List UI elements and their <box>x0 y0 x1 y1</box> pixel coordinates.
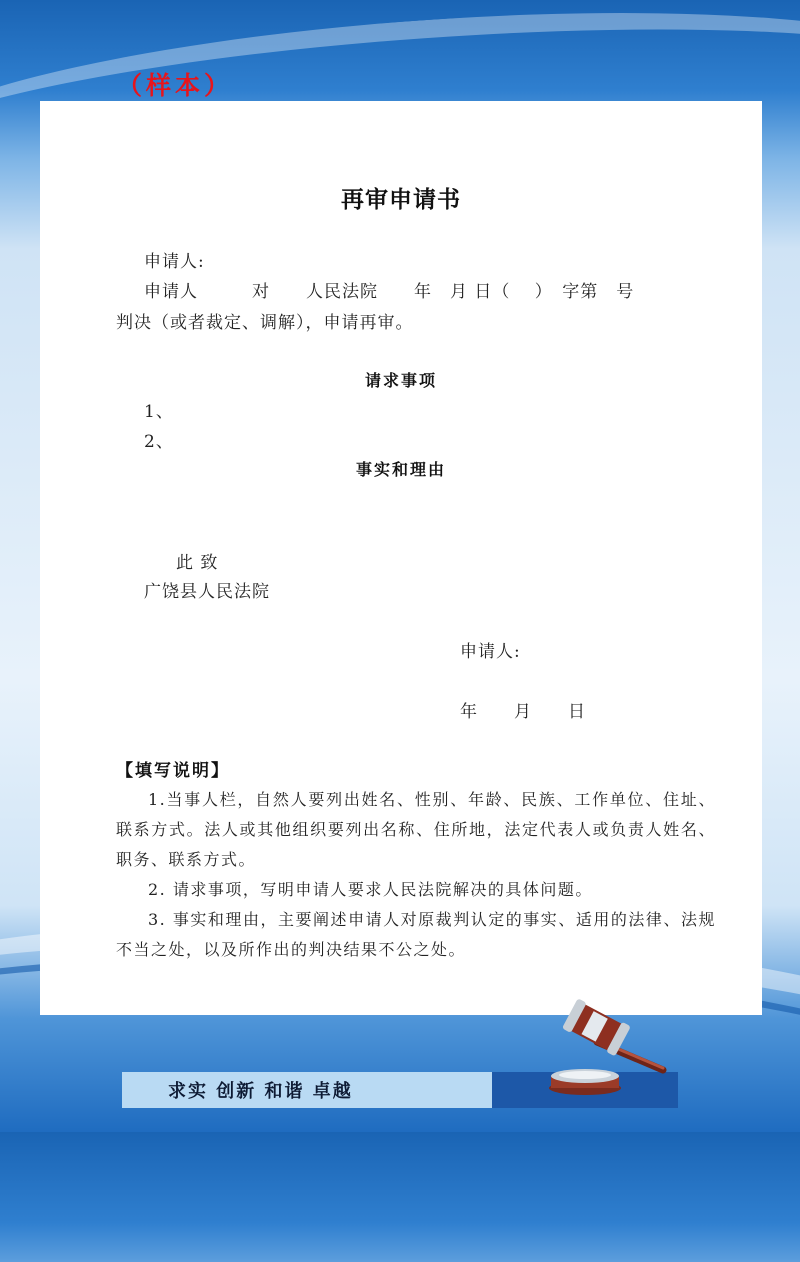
facts-heading: 事实和理由 <box>355 460 446 479</box>
case-reference-line: 申请人 对 人民法院 年 月 日（ ） 字第 号 <box>144 282 635 302</box>
gavel-icon <box>545 998 675 1102</box>
document-title: 再审申请书 <box>341 186 461 213</box>
notes-title: 【填写说明】 <box>116 761 230 781</box>
case-reference-line-2: 判决（或者裁定、调解），申请再审。 <box>116 313 414 333</box>
applicant-label: 申请人: <box>144 252 205 272</box>
signature-label: 申请人: <box>460 642 521 662</box>
note-item-1: 1.当事人栏，自然人要列出姓名、性别、年龄、民族、工作单位、住址、联系方式。法人或其他组织要列出名称、住所地，法定代表人或负责人姓名、职务、联系方式。 <box>116 790 716 869</box>
request-item-2: 2、 <box>144 432 174 452</box>
sample-label: （样本） <box>117 71 234 100</box>
date-line: 年 月 日 <box>460 702 586 722</box>
requests-heading: 请求事项 <box>364 371 437 390</box>
note-item-2: 2. 请求事项，写明申请人要求人民法院解决的具体问题。 <box>148 880 593 899</box>
note-item-3: 3. 事实和理由，主要阐述申请人对原裁判认定的事实、适用的法律、法规不当之处，以及所作出的判决结果不公之处。 <box>116 910 716 959</box>
document-sheet <box>40 101 762 1015</box>
court-name: 广饶县人民法院 <box>144 582 270 602</box>
slogan-text: 求实 创新 和谐 卓越 <box>168 1081 353 1102</box>
closing-salutation: 此 致 <box>176 553 219 573</box>
request-item-1: 1、 <box>144 402 174 422</box>
